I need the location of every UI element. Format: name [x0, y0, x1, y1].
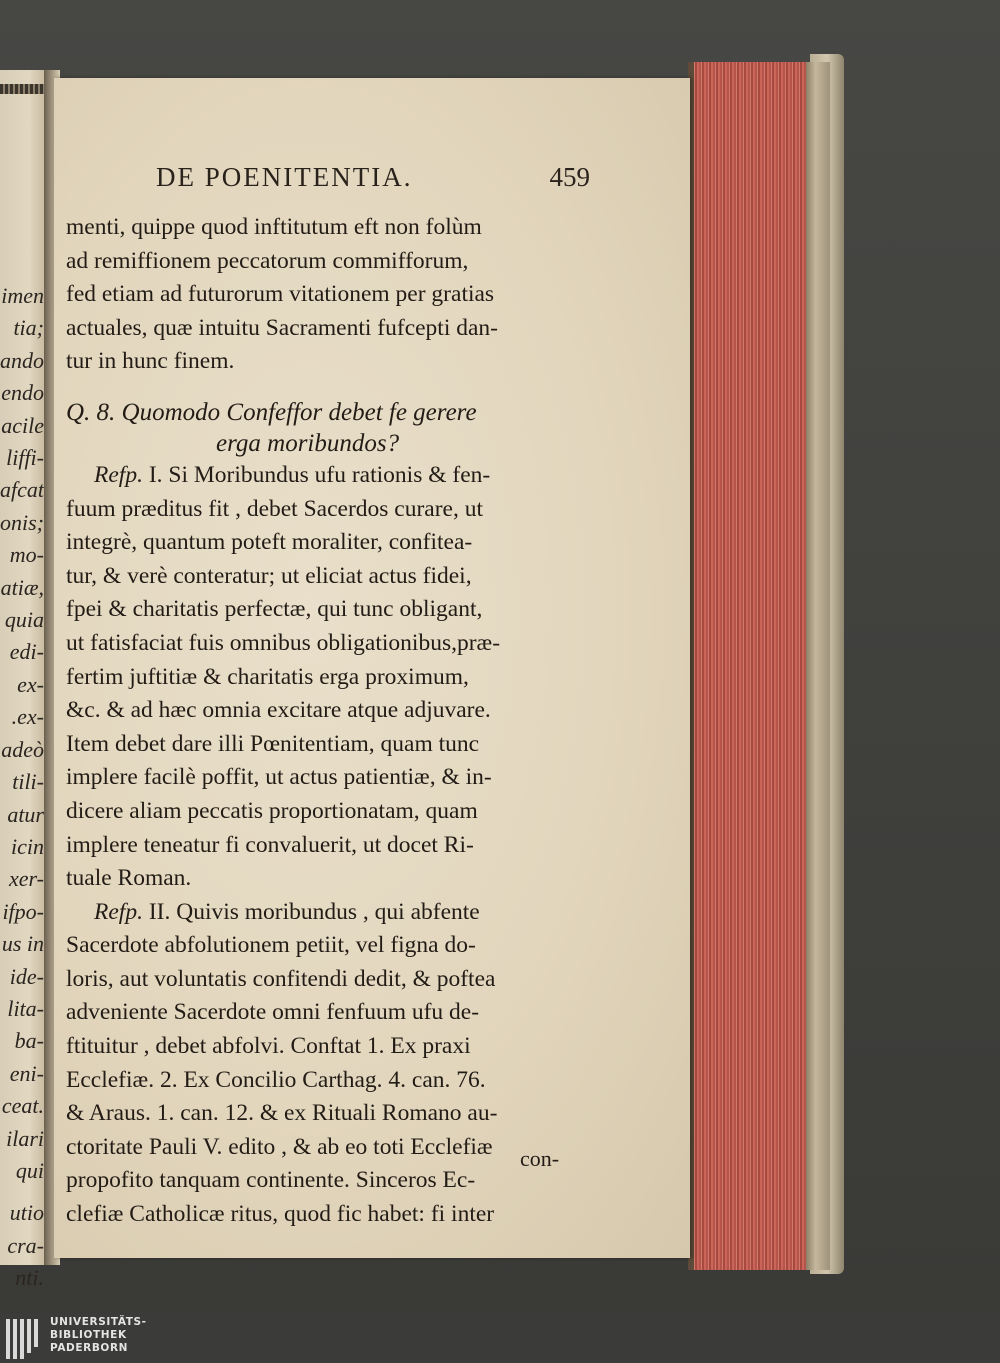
logo-line-3: PADERBORN [50, 1342, 129, 1354]
logo-line-2: BIBLIOTHEK [50, 1329, 127, 1341]
left-page-fragment: eni- [9, 1060, 44, 1086]
left-page-fragment: edi- [9, 639, 44, 665]
left-page-fragment: ceat. [1, 1093, 44, 1119]
left-page-text-fragments [0, 280, 44, 1295]
response-1 [66, 493, 590, 896]
left-page-fragment: cra- [7, 1232, 44, 1258]
text-line: fpei & charitatis perfectæ, qui tunc obligant, [66, 596, 483, 623]
text-line: Sacerdote abfolutionem petiit, vel figna do- [66, 932, 476, 959]
text-line: fed etiam ad futurorum vitationem per gratias [66, 281, 495, 308]
left-page-fragment: acile [1, 412, 44, 438]
left-page-fragment: nti. [15, 1265, 44, 1291]
text-line: &c. & ad hæc omnia excitare atque adjuvare. [66, 697, 491, 724]
text-line: implere teneatur fi convaluerit, ut docet Ri- [66, 831, 474, 858]
text-line: Item debet dare illi Pœnitentiam, quam tunc [66, 730, 480, 757]
text-line: propofito tanquam continente. Sinceros Ec- [66, 1167, 476, 1194]
left-facing-page [0, 70, 48, 1291]
footer-bar [0, 1313, 1000, 1363]
text-line: implere facilè poffit, ut actus patientiæ, & in- [66, 764, 492, 791]
left-page-fragment: atiæ, [0, 574, 44, 600]
text-line: adveniente Sacerdote omni fenfuum ufu de- [66, 999, 480, 1026]
text-line: & Araus. 1. can. 12. & ex Rituali Romano au- [66, 1100, 498, 1127]
text-line: ut fatisfaciat fuis omnibus obligationibus,præ- [66, 629, 501, 656]
question-line-2: erga moribundos? [216, 429, 400, 457]
response-1-first-text: I. Si Moribundus ufu rationis & fen- [142, 461, 491, 488]
question-line-1: Q. 8. Quomodo Confeffor debet fe gerere [66, 398, 477, 426]
catchword: con- [520, 1146, 560, 1171]
page-number: 459 [549, 162, 590, 192]
left-page-fragment: xer- [9, 866, 44, 892]
running-head: DE POENITENTIA. [156, 162, 413, 192]
text-line: menti, quippe quod inftitutum eft non folùm [66, 214, 482, 240]
text-line: actuales, quæ intuitu Sacramenti fufcepti dan- [66, 314, 498, 341]
text-line: tur, & verè conteratur; ut eliciat actus fidei, [66, 562, 472, 589]
left-page-fragment: ando [0, 347, 44, 373]
left-page-fragment: ilari [6, 1125, 44, 1151]
left-page-fragment: mo- [9, 542, 44, 568]
text-line: Ecclefiæ. 2. Ex Concilio Carthag. 4. can. 76. [66, 1066, 486, 1093]
left-page-fragment: .ex- [11, 704, 44, 730]
left-page-fragment: lita- [7, 995, 44, 1021]
page-header [100, 162, 590, 202]
left-page-fragment: us in [1, 931, 44, 957]
library-logo-text [50, 1316, 147, 1355]
left-page-fragment: tia; [13, 315, 44, 341]
response-2-first-line [66, 896, 590, 930]
left-page-fragment: ex- [17, 671, 44, 697]
text-line: tur in hunc finem. [66, 348, 235, 375]
response-2-first-text: II. Quivis moribundus , qui abfente [142, 898, 480, 925]
left-page-fragment: quia [4, 607, 44, 633]
text-line: dicere aliam peccatis proportionatam, quam [66, 797, 478, 824]
left-page-fragment: atur [7, 801, 44, 827]
left-page-fragment: onis; [0, 509, 44, 535]
text-line: loris, aut voluntatis confitendi dedit, & poftea [66, 965, 496, 992]
left-page-fragment: ide- [9, 963, 44, 989]
response-2 [66, 929, 590, 1231]
response-1-label: Refp. [94, 461, 143, 488]
left-page-fragment: qui [15, 1157, 44, 1183]
page-body [66, 211, 590, 1232]
text-line: integrè, quantum poteft moraliter, confitea- [66, 529, 473, 556]
text-line: ftituitur , debet abfolvi. Conftat 1. Ex praxi [66, 1033, 471, 1060]
library-logo-icon [6, 1319, 40, 1359]
text-line: clefiæ Catholicæ ritus, quod fic habet: fi inter [66, 1201, 495, 1228]
text-line: ad remiffionem peccatorum commifforum, [66, 247, 469, 274]
response-1-first-line [66, 459, 590, 493]
left-page-fragment: icin [11, 833, 44, 859]
text-line: tuale Roman. [66, 865, 192, 892]
left-page-fragment: liffi- [6, 445, 44, 471]
response-2-label: Refp. [94, 898, 143, 925]
left-page-fragment: imen [1, 283, 44, 308]
left-page-fragment: afcat [0, 477, 44, 503]
left-page-fragment: tili- [12, 769, 44, 795]
left-page-fragment: ba- [14, 1028, 44, 1054]
left-page-fragment: ifpo- [2, 898, 44, 924]
question-heading [66, 397, 590, 459]
left-page-fragment: adeò [1, 736, 44, 762]
red-page-edges [688, 62, 830, 1270]
text-line: fertim juftitiæ & charitatis erga proximum, [66, 663, 469, 690]
left-page-fragment: endo [1, 380, 44, 406]
text-line: ctoritate Pauli V. edito , & ab eo toti Ecclefiæ [66, 1133, 493, 1160]
left-page-fragment: utio [9, 1200, 44, 1226]
logo-line-1: UNIVERSITÄTS- [50, 1316, 147, 1328]
text-line: fuum præditus fit , debet Sacerdos curare, ut [66, 495, 484, 522]
left-page-ornament-band [0, 84, 48, 94]
paragraph-1 [66, 211, 590, 379]
